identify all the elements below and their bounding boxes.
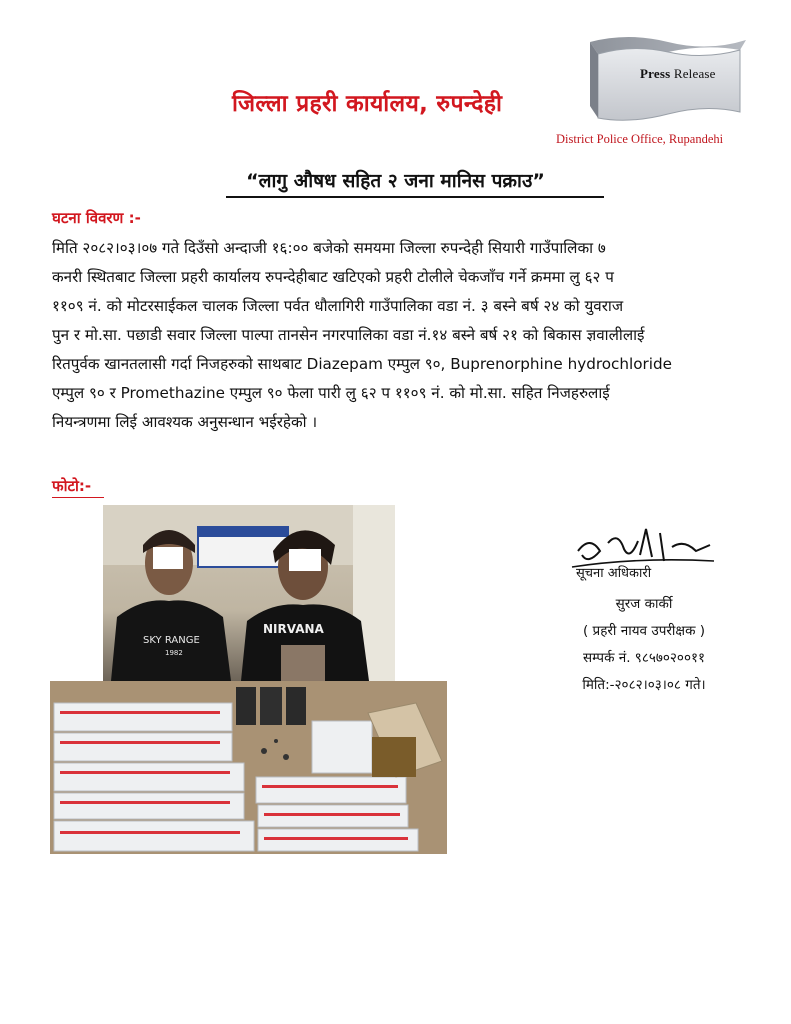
signatory-name: सुरज कार्की: [615, 596, 673, 612]
signatory-rank: ( प्रहरी नायव उपरीक्षक ): [582, 623, 706, 639]
photo-arrested-persons: [103, 505, 395, 681]
office-name-english: District Police Office, Rupandehi: [556, 132, 724, 146]
press-release-label: Press Release: [640, 66, 716, 81]
photo-section-label: फोटो:-: [52, 477, 92, 495]
release-date: मिति:-२०८२।०३।०८ गते।: [582, 677, 706, 693]
signatory-contact: सम्पर्क नं. ९८५७०२००११: [582, 650, 706, 666]
photo-label-underline: [52, 497, 104, 498]
event-line: रितपुर्वक खानतलासी गर्दा निजहरुको साथबाट Diazepam एम्पुल ९०, Buprenorphine hydrochloride: [52, 355, 672, 373]
shirt-text-left: SKY RANGE: [143, 635, 200, 646]
event-line: पुन र मो.सा. पछाडी सवार जिल्ला पाल्पा तानसेन नगरपालिका वडा नं.१४ बस्ने बर्ष २१ को बिकास ज्ञवालीलाई: [52, 326, 645, 344]
signatory-block: [540, 591, 748, 699]
event-line: कनरी स्थितबाट जिल्ला प्रहरी कार्यालय रुपन्देहीबाट खटिएको प्रहरी टोलीले चेकजाँच गर्ने क्रममा लु ६२ प: [52, 268, 614, 286]
headline-underline: [226, 196, 604, 198]
headline: “लागु औषध सहित २ जना मानिस पक्राउ”: [246, 170, 545, 192]
event-description: [52, 234, 748, 437]
event-section-label: घटना विवरण :-: [52, 209, 141, 227]
shirt-text-right: NIRVANA: [263, 622, 324, 636]
event-line: एम्पुल ९० र Promethazine एम्पुल ९० फेला पारी लु ६२ प ११०९ नं. को मो.सा. सहित निजहरुलाई: [52, 384, 610, 402]
shirt-year-left: 1982: [165, 649, 183, 657]
event-line: मिति २०८२।०३।०७ गते दिउँसो अन्दाजी १६:०० बजेको समयमा जिल्ला रुपन्देही सियारी गाउँपालिका ७: [52, 239, 606, 257]
office-name-nepali: जिल्ला प्रहरी कार्यालय, रुपन्देही: [232, 91, 503, 117]
event-line: नियन्त्रणमा लिई आवश्यक अनुसन्धान भईरहेको ।: [52, 413, 318, 431]
event-line: ११०९ नं. को मोटरसाईकल चालक जिल्ला पर्वत धौलागिरी गाउँपालिका वडा नं. ३ बस्ने बर्ष २४ को युवराज: [52, 297, 624, 315]
photo-seized-items: [50, 681, 447, 854]
signature-title: सूचना अधिकारी: [576, 566, 652, 581]
